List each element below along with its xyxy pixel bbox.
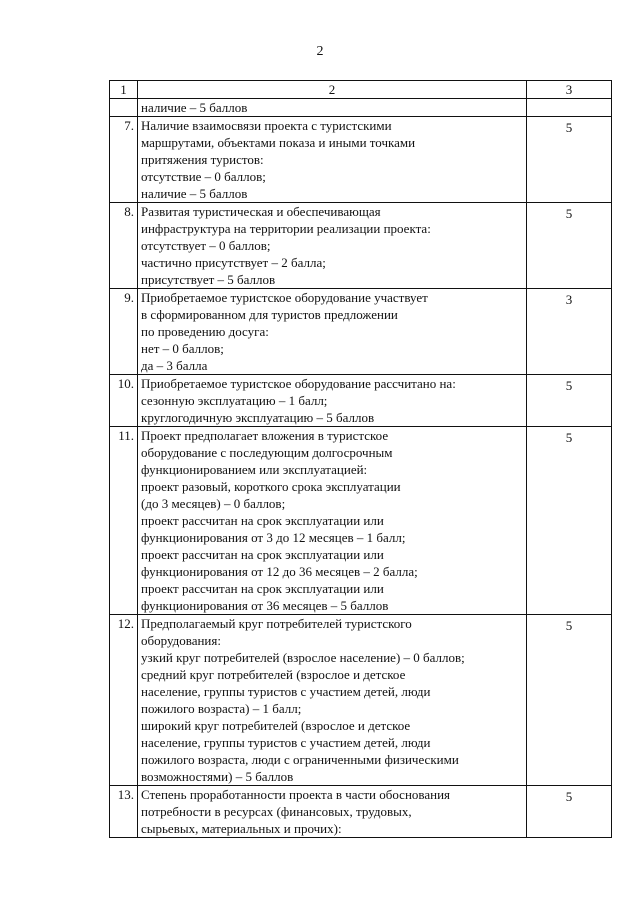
row-number: 11. <box>110 427 138 615</box>
criterion-line: Развитая туристическая и обеспечивающая <box>141 204 381 219</box>
table-row <box>110 615 612 786</box>
criterion-line: Предполагаемый круг потребителей туристского <box>141 616 412 631</box>
criterion-line: сезонную эксплуатацию – 1 балл; <box>141 393 328 408</box>
criterion-text <box>138 289 527 375</box>
criterion-line: средний круг потребителей (взрослое и детское <box>141 667 406 682</box>
criterion-line: функционированием или эксплуатацией: <box>141 462 368 477</box>
criterion-line: население, группы туристов с участием детей, люди <box>141 684 431 699</box>
criterion-line: в сформированном для туристов предложении <box>141 307 398 322</box>
criterion-text: наличие – 5 баллов <box>138 99 527 117</box>
criterion-line: проект разовый, короткого срока эксплуатации <box>141 479 401 494</box>
criterion-line: Степень проработанности проекта в части обоснования <box>141 787 451 802</box>
table-row <box>110 427 612 615</box>
criterion-line: функционирования от 12 до 36 месяцев – 2 балла; <box>141 564 418 579</box>
criterion-line: круглогодичную эксплуатацию – 5 баллов <box>141 410 375 425</box>
criterion-text <box>138 117 527 203</box>
criterion-line: Проект предполагает вложения в туристское <box>141 428 389 443</box>
criterion-line: маршрутами, объектами показа и иными точками <box>141 135 416 150</box>
max-score: 5 <box>527 615 612 786</box>
criterion-text <box>138 203 527 289</box>
criterion-line: наличие – 5 баллов <box>141 186 248 201</box>
criterion-line: проект рассчитан на срок эксплуатации или <box>141 513 384 528</box>
max-score: 5 <box>527 117 612 203</box>
table-body <box>110 99 612 838</box>
criterion-text <box>138 375 527 427</box>
row-number: 13. <box>110 786 138 838</box>
criterion-line: оборудование с последующим долгосрочным <box>141 445 393 460</box>
header-col-number: 1 <box>110 81 138 99</box>
criterion-line: сырьевых, материальных и прочих): <box>141 821 342 836</box>
criterion-line: потребности в ресурсах (финансовых, трудовых, <box>141 804 412 819</box>
criterion-line: функционирования от 36 месяцев – 5 баллов <box>141 598 389 613</box>
criterion-line: отсутствует – 0 баллов; <box>141 238 271 253</box>
continuation-row <box>110 99 612 117</box>
row-number: 8. <box>110 203 138 289</box>
criterion-line: пожилого возраста, люди с ограниченными физическими <box>141 752 459 767</box>
row-number: 9. <box>110 289 138 375</box>
criterion-line: по проведению досуга: <box>141 324 269 339</box>
header-row <box>110 81 612 99</box>
max-score: 5 <box>527 203 612 289</box>
max-score <box>527 99 612 117</box>
table-row <box>110 786 612 838</box>
max-score: 3 <box>527 289 612 375</box>
criterion-line: возможностями) – 5 баллов <box>141 769 294 784</box>
criterion-line: нет – 0 баллов; <box>141 341 224 356</box>
criterion-line: оборудования: <box>141 633 221 648</box>
criterion-line: Приобретаемое туристское оборудование участвует <box>141 290 428 305</box>
max-score: 5 <box>527 786 612 838</box>
page-number: 2 <box>316 44 324 59</box>
criterion-line: частично присутствует – 2 балла; <box>141 255 326 270</box>
criterion-line: пожилого возраста) – 1 балл; <box>141 701 302 716</box>
criterion-line: широкий круг потребителей (взрослое и детское <box>141 718 411 733</box>
header-col-score: 3 <box>527 81 612 99</box>
criterion-line: да – 3 балла <box>141 358 208 373</box>
max-score: 5 <box>527 427 612 615</box>
criterion-line: Приобретаемое туристское оборудование рассчитано на: <box>141 376 456 391</box>
table-row <box>110 375 612 427</box>
criterion-line: функционирования от 3 до 12 месяцев – 1 балл; <box>141 530 406 545</box>
criteria-table <box>109 80 612 838</box>
criterion-line: присутствует – 5 баллов <box>141 272 276 287</box>
criterion-line: узкий круг потребителей (взрослое население) – 0 баллов; <box>141 650 465 665</box>
criterion-line: притяжения туристов: <box>141 152 264 167</box>
row-number: 12. <box>110 615 138 786</box>
table-row <box>110 289 612 375</box>
table-row <box>110 117 612 203</box>
row-number: 10. <box>110 375 138 427</box>
criterion-text <box>138 786 527 838</box>
row-number: 7. <box>110 117 138 203</box>
criterion-line: население, группы туристов с участием детей, люди <box>141 735 431 750</box>
criterion-line: инфраструктура на территории реализации проекта: <box>141 221 431 236</box>
header-col-criterion: 2 <box>138 81 527 99</box>
criterion-line: Наличие взаимосвязи проекта с туристскими <box>141 118 392 133</box>
criterion-line: проект рассчитан на срок эксплуатации или <box>141 581 384 596</box>
criterion-line: отсутствие – 0 баллов; <box>141 169 266 184</box>
row-number <box>110 99 138 117</box>
table-row <box>110 203 612 289</box>
criterion-text <box>138 427 527 615</box>
table-header <box>110 81 612 99</box>
criterion-text <box>138 615 527 786</box>
criterion-line: проект рассчитан на срок эксплуатации или <box>141 547 384 562</box>
max-score: 5 <box>527 375 612 427</box>
criterion-line: (до 3 месяцев) – 0 баллов; <box>141 496 286 511</box>
